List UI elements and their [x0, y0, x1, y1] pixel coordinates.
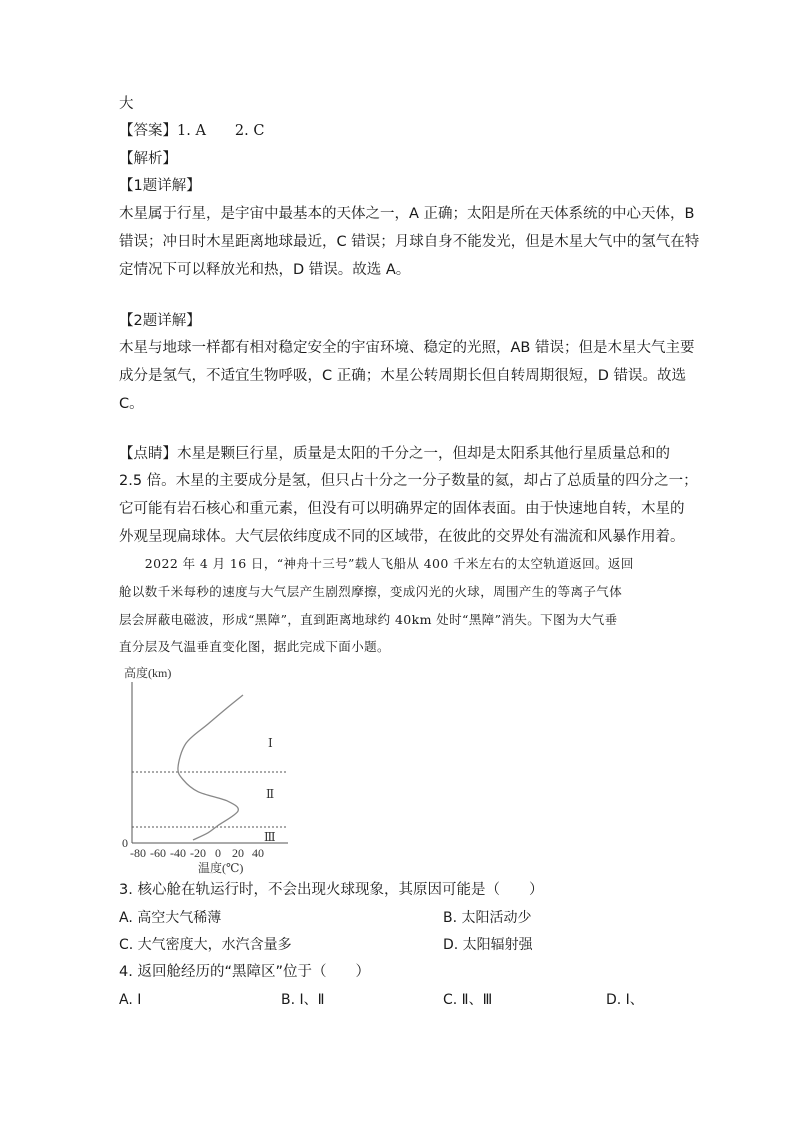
- analysis-label: 【解析】: [119, 151, 177, 167]
- x-tick-labels: [130, 846, 264, 860]
- x-tick-label: 0: [215, 846, 221, 860]
- q1-heading: 【1题详解】: [119, 178, 201, 194]
- answer-value: 1. A 2. C: [177, 123, 265, 139]
- x-tick-label: -60: [150, 846, 166, 860]
- q2-heading: 【2题详解】: [119, 313, 201, 329]
- passage-line: 2022 年 4 月 16 日，“神舟十三号”载人飞船从 400 千米左右的太空轨道返回。返回: [119, 556, 634, 571]
- answer-line: [119, 121, 264, 141]
- q1-text-line: 错误；冲日时木星距离地球最近，C 错误；月球自身不能发光，但是木星大气中的氢气在特: [119, 234, 700, 250]
- q3-option-b[interactable]: B. 太阳活动少: [443, 910, 532, 926]
- y-tick-label: 0: [122, 836, 128, 850]
- tip-text-line: 外观呈现扁球体。大气层依纬度成不同的区域带，在彼此的交界处有湍流和风暴作用着。: [119, 529, 685, 545]
- q4-option-b[interactable]: B. Ⅰ、Ⅱ: [281, 992, 325, 1008]
- passage-line: 舱以数千米每秒的速度与大气层产生剧烈摩擦，变成闪光的火球，周围产生的等离子气体: [119, 584, 623, 599]
- q4-stem: 4. 返回舱经历的“黑障区”位于（ ）: [119, 964, 370, 980]
- passage-line: 层会屏蔽电磁波，形成“黑障”，直到距离地球约 40km 处时“黑障”消失。下图为大气垂: [119, 612, 618, 627]
- q1-text-line: 定情况下可以释放光和热，D 错误。故选 A。: [119, 262, 411, 278]
- y-axis-label: 高度(km): [124, 666, 172, 680]
- q3-stem: 3. 核心舱在轨运行时，不会出现火球现象，其原因可能是（ ）: [119, 882, 544, 898]
- tip-text-line: 【点睛】木星是颗巨行星，质量是太阳的千分之一，但却是太阳系其他行星质量总和的: [119, 446, 670, 462]
- layer-label-iii: Ⅲ: [264, 830, 276, 844]
- passage-line: 直分层及气温垂直变化图，据此完成下面小题。: [119, 639, 390, 654]
- q1-text-line: 木星属于行星，是宇宙中最基本的天体之一，A 正确；太阳是所在天体系统的中心天体，B: [119, 206, 695, 222]
- answer-label: 【答案】: [119, 123, 177, 139]
- q3-option-d[interactable]: D. 太阳辐射强: [443, 937, 533, 953]
- q3-option-c[interactable]: C. 大气密度大，水汽含量多: [119, 937, 292, 953]
- q3-option-a[interactable]: A. 高空大气稀薄: [119, 910, 222, 926]
- x-tick-label: 20: [232, 846, 244, 860]
- atmosphere-temperature-chart: [108, 660, 298, 875]
- layer-label-ii: Ⅱ: [266, 787, 275, 801]
- q4-option-a[interactable]: A. Ⅰ: [119, 992, 142, 1008]
- tip-text-line: 2.5 倍。木星的主要成分是氢，但只占十分之一分子数量的氦，却占了总质量的四分之一；: [119, 473, 698, 489]
- x-tick-label: 40: [252, 846, 264, 860]
- q2-text-line: C。: [119, 396, 144, 412]
- q4-option-d[interactable]: D. Ⅰ、: [606, 992, 644, 1008]
- temperature-curve: [178, 695, 243, 840]
- q2-text-line: 成分是氢气，不适宜生物呼吸，C 正确；木星公转周期长但自转周期很短，D 错误。故选: [119, 368, 687, 384]
- x-tick-label: -40: [170, 846, 186, 860]
- tip-text-line: 它可能有岩石核心和重元素，但没有可以明确界定的固体表面。由于快速地自转，木星的: [119, 501, 685, 517]
- x-tick-label: -20: [190, 846, 206, 860]
- q4-option-c[interactable]: C. Ⅱ、Ⅲ: [443, 992, 493, 1008]
- layer-label-i: Ⅰ: [268, 736, 273, 750]
- top-fragment: 大: [119, 96, 134, 112]
- q2-text-line: 木星与地球一样都有相对稳定安全的宇宙环境、稳定的光照，AB 错误；但是木星大气主要: [119, 340, 695, 356]
- x-tick-label: -80: [130, 846, 146, 860]
- x-axis-label: 温度(℃): [198, 861, 244, 875]
